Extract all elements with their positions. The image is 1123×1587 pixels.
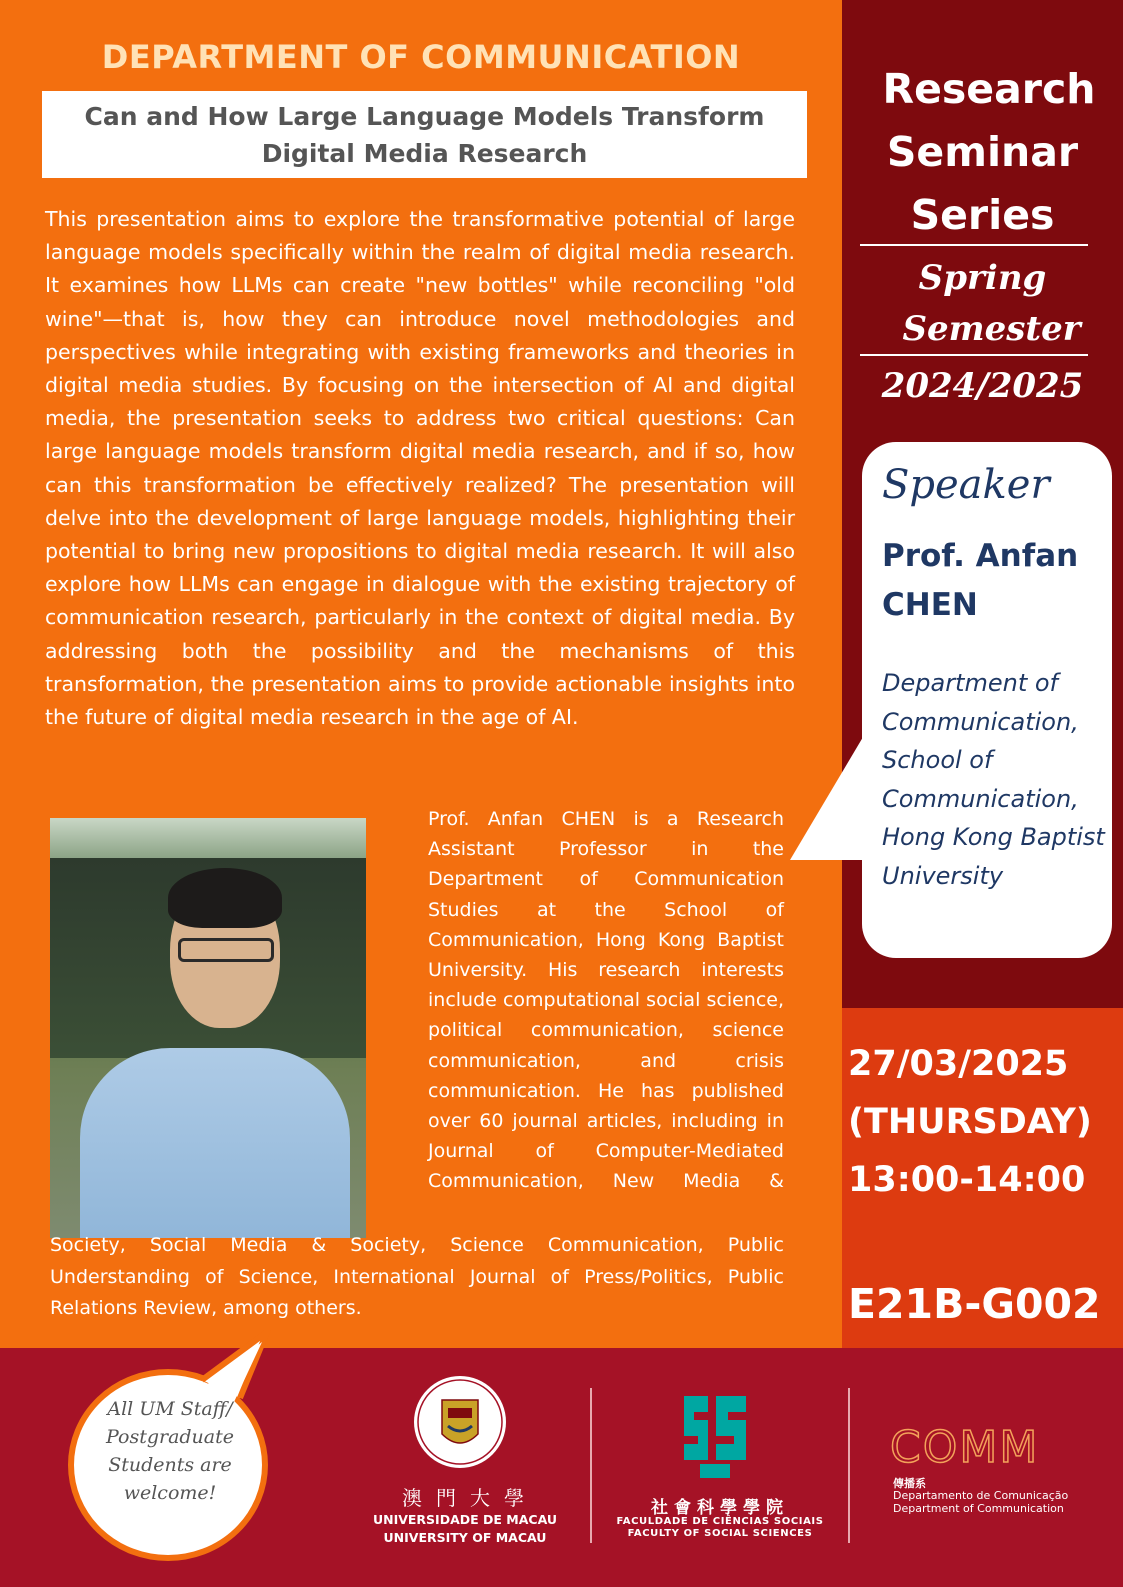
divider-bottom [860,354,1088,356]
photo-hair [168,868,282,928]
photo-shirt [80,1048,350,1238]
event-time: 13:00-14:00 [848,1160,1086,1200]
um-name-portuguese: UNIVERSIDADE DE MACAU [372,1512,558,1527]
event-venue: E21B-G002 [848,1280,1101,1328]
semester-title [842,253,1123,355]
um-seal-icon [410,1370,510,1475]
speaker-name: Prof. Anfan CHEN [882,538,1079,623]
abstract-text: This presentation aims to explore the transformative potential of large language models specifically within the realm of digital media research. It examines how LLMs can create "new bottles" while reconciling "old wine"—that is, how they can introduce novel methodologies and perspectives while integrating with existing frameworks and theories in digital media studies. By focusing on the intersection of AI and digital media, the presentation seeks to address two critical questions: Can large language models transform digital media research, and if so, how can this transformation be effectively realized? The presentation will delve into the development of large language models, highlighting their potential to bring new propositions to digital media research. It will also explore how LLMs can engage in dialogue with the existing trajectory of communication research, particularly in the context of digital media. By addressing both the possibility and the mechanisms of this transformation, the presentation aims to provide actionable insights into the future of digital media research in the age of AI. [45,207,795,730]
event-weekday: (THURSDAY) [848,1102,1092,1142]
event-datetime [848,1035,1123,1209]
fss-logo-icon [680,1390,750,1480]
talk-title-box [42,91,807,178]
um-name-english: UNIVERSITY OF MACAU [383,1530,547,1545]
semester-text: Spring Semester [902,258,1081,349]
welcome-text: All UM Staff/ Postgraduate Students are welcome! [105,1398,235,1504]
bio-text-bottom: Society, Social Media & Society, Science Communication, Public Understanding of Science, International Journal of Press/Politics, Public Relations Review, among others. [50,1234,784,1319]
event-date: 27/03/2025 [848,1044,1069,1084]
department-title: DEPARTMENT OF COMMUNICATION [101,38,741,76]
footer-divider-2 [848,1388,850,1543]
divider-top [860,244,1088,246]
footer-divider-1 [590,1388,592,1543]
bio-text-side: Prof. Anfan CHEN is a Research Assistant Professor in the Department of Communication Studies at the School of Communication, Hong Kong Baptist University. His research interests include computational social science, political communication, science communication, and crisis communication. He has published over 60 journal articles, including in Journal of Computer-Mediated Communication, New Media & [428,808,784,1193]
series-title [842,58,1123,247]
speaker-label: Speaker [882,462,1050,508]
comm-name-chinese: 傳播系 [893,1477,926,1490]
photo-glasses [178,938,274,962]
talk-title: Can and How Large Language Models Transform Digital Media Research [84,101,765,168]
fss-name-english: FACULTY OF SOCIAL SCIENCES [627,1528,813,1539]
speaker-affiliation: Department of Communication, School of Communication, Hong Kong Baptist University [882,669,1105,890]
series-text: Research Seminar Series [882,65,1096,239]
speaker-photo [50,818,366,1238]
comm-logo-text: COMM [890,1422,1040,1470]
fss-name-portuguese: FACULDADE DE CIÊNCIAS SOCIAIS [616,1516,824,1527]
academic-year: 2024/2025 [881,366,1084,406]
fss-name-chinese: 社會科學學院 [651,1498,789,1518]
comm-name-portuguese: Departamento de Comunicação [893,1489,1069,1502]
um-name-chinese: 澳門大學 [402,1486,538,1510]
comm-logo-icon [890,1420,1060,1470]
comm-name-english: Department of Communication [893,1502,1064,1515]
